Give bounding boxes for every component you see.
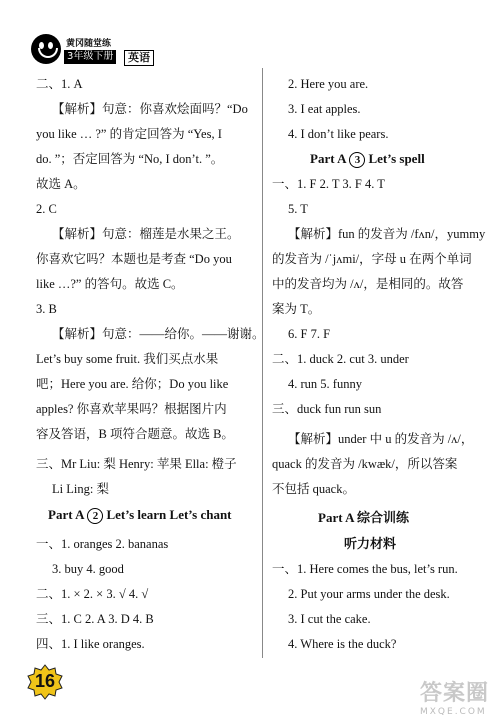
answer-line: 一、1. F 2. T 3. F 4. T (272, 177, 385, 191)
answer-line: 【解析】句意：你喜欢烩面吗？“Do (52, 102, 248, 116)
answer-line: 二、1. duck 2. cut 3. under (272, 352, 409, 366)
page-number: 16 (34, 671, 56, 691)
answer-line: 2. C (36, 202, 57, 216)
answer-line: 三、Mr Liu: 梨 Henry: 苹果 Ella: 橙子 (36, 457, 237, 471)
column-divider (262, 68, 263, 658)
answer-line: 一、1. Here comes the bus, let’s run. (272, 562, 458, 576)
answer-line: 6. F 7. F (288, 327, 331, 341)
answer-line: 3. I cut the cake. (288, 612, 371, 626)
answer-line: apples? 你喜欢苹果吗？根据图片内 (36, 402, 227, 416)
answer-line: 4. I don’t like pears. (288, 127, 389, 141)
section-heading-comprehensive: Part A 综合训练 (318, 510, 409, 525)
answer-line: Let’s buy some fruit. 我们买点水果 (36, 352, 219, 366)
answer-line: 容及答语，B 项符合题意。故选 B。 (36, 427, 234, 441)
answer-line: 3. buy 4. good (52, 562, 124, 576)
answer-line: 一、1. oranges 2. bananas (36, 537, 169, 551)
answer-line: 中的发音均为 /ʌ/，是相同的。故答 (272, 277, 464, 291)
answer-line: do. ”；否定回答为 “No, I don’t. ”。 (36, 152, 224, 166)
answer-line: 【解析】fun 的发音为 /fʌn/，yummy (288, 227, 486, 241)
circled-number: 2 (87, 508, 103, 524)
smiley-logo-icon (31, 34, 61, 64)
answer-line: 3. I eat apples. (288, 102, 361, 116)
section-title: Let’s learn Let’s chant (106, 507, 232, 522)
answer-line: 二、1. A (36, 77, 83, 91)
answer-line: 2. Put your arms under the desk. (288, 587, 450, 601)
answer-line: Li Ling: 梨 (52, 482, 109, 496)
answer-line: 4. run 5. funny (288, 377, 362, 391)
section-heading-lets-spell (310, 151, 425, 168)
answer-line: 三、1. C 2. A 3. D 4. B (36, 612, 154, 626)
subject-label: 英语 (124, 50, 154, 66)
answer-line: 【解析】句意：——给你。——谢谢。 (52, 327, 265, 341)
part-label: Part A (310, 151, 347, 166)
answer-line: 4. Where is the duck? (288, 637, 397, 651)
answer-line: 【解析】句意：榴莲是水果之王。 (52, 227, 240, 241)
answer-line: 3. B (36, 302, 57, 316)
answer-line: 二、1. × 2. × 3. √ 4. √ (36, 587, 149, 601)
answer-line: 故选 A。 (36, 177, 86, 191)
answer-line: 三、duck fun run sun (272, 402, 382, 416)
answer-line: you like … ?” 的肯定回答为 “Yes, I (36, 127, 222, 141)
answer-line: 【解析】under 中 u 的发音为 /ʌ/， (288, 432, 474, 446)
answer-line: 5. T (288, 202, 308, 216)
part-label: Part A (48, 507, 85, 522)
watermark-logo: 答案圈 MXQE.COM (420, 681, 490, 717)
circled-number: 3 (349, 152, 365, 168)
grade-label: 3年级下册 (64, 50, 116, 64)
answer-line: like …?” 的答句。故选 C。 (36, 277, 184, 291)
answer-line: 你喜欢它吗？本题也是考查 “Do you (36, 252, 232, 266)
brand-title: 黄冈随堂练 (66, 39, 112, 49)
section-title: Let’s spell (368, 151, 425, 166)
answer-line: 2. Here you are. (288, 77, 369, 91)
section-heading-listening: 听力材料 (344, 536, 397, 551)
answer-line: quack 的发音为 /kwæk/，所以答案 (272, 457, 458, 471)
answer-line: 不包括 quack。 (272, 482, 355, 496)
answer-line: 吧；Here you are. 给你；Do you like (36, 377, 229, 391)
section-heading-lets-learn (48, 507, 232, 524)
answer-line: 四、1. I like oranges. (36, 637, 145, 651)
answer-line: 案为 T。 (272, 302, 321, 316)
answer-line: 的发音为 /ˈjʌmi/，字母 u 在两个单词 (272, 252, 472, 266)
